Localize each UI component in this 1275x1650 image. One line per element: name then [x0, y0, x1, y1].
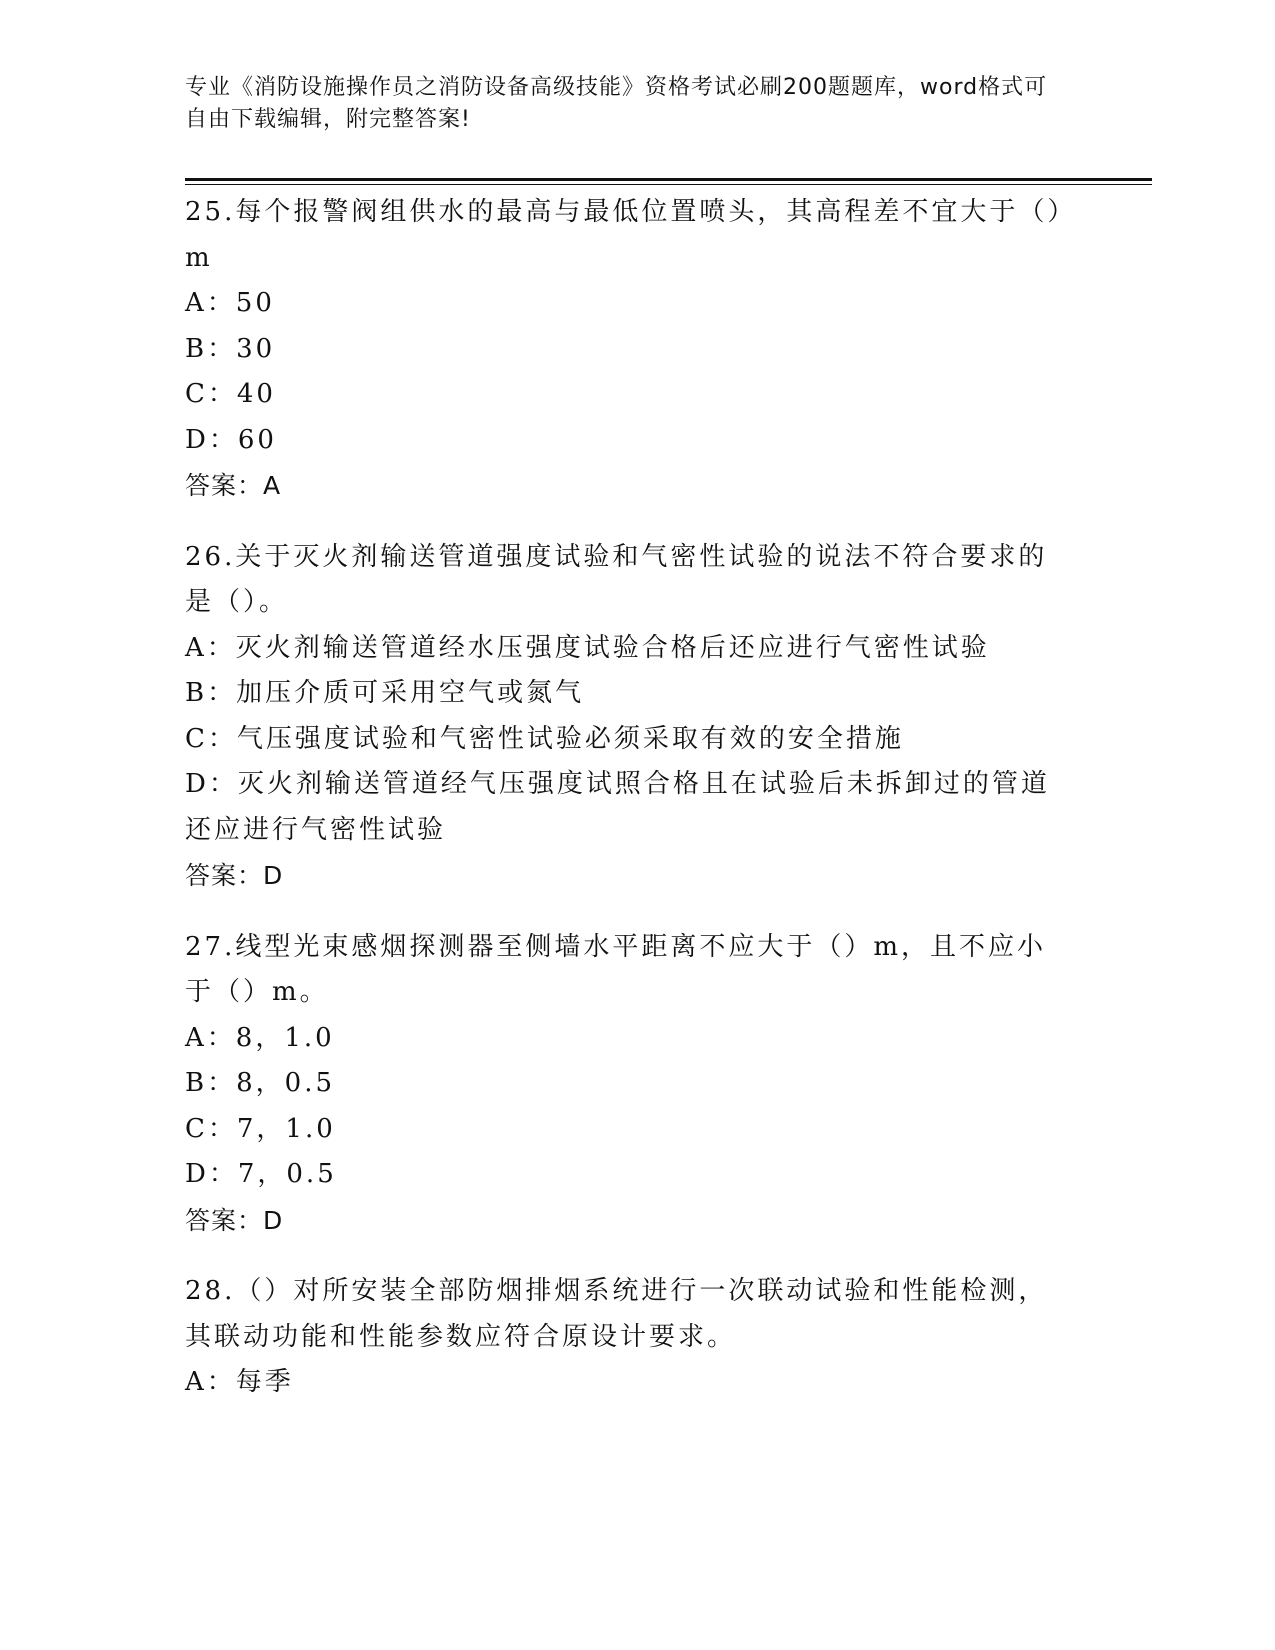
question-25: [185, 190, 1085, 509]
document-header: 专业《消防设施操作员之消防设备高级技能》资格考试必刷200题题库，word格式可自由下载编辑，附完整答案!: [185, 75, 1048, 132]
option-c: C：气压强度试验和气密性试验必须采取有效的安全措施: [185, 723, 904, 754]
option-a: A：灭火剂输送管道经水压强度试验合格后还应进行气密性试验: [185, 632, 990, 663]
option-c: C：40: [185, 379, 276, 409]
option-a: A：8，1.0: [185, 1022, 335, 1053]
option-c: C：7，1.0: [185, 1113, 336, 1144]
option-a: A：每季: [185, 1367, 294, 1397]
header-divider-thick: [185, 178, 1152, 181]
question-stem: 28.（）对所安装全部防烟排烟系统进行一次联动试验和性能检测，其联动功能和性能参数应符合原设计要求。: [185, 1276, 1048, 1352]
option-b: B：30: [185, 333, 276, 364]
question-26: [185, 535, 1085, 899]
option-d: D：7，0.5: [185, 1159, 337, 1189]
option-b: B：8，0.5: [185, 1068, 335, 1098]
question-27: [185, 925, 1085, 1244]
option-d: D：灭火剂输送管道经气压强度试照合格且在试验后未拆卸过的管道还应进行气密性试验: [185, 769, 1050, 845]
question-stem: 27.线型光束感烟探测器至侧墙水平距离不应大于（）m，且不应小于（）m。: [185, 931, 1047, 1007]
question-list: [185, 190, 1085, 1432]
option-a: A：50: [185, 288, 275, 318]
option-d: D：60: [185, 424, 277, 455]
header-divider-thin: [185, 184, 1152, 185]
answer-line: 答案：D: [185, 861, 284, 890]
question-stem: 25.每个报警阀组供水的最高与最低位置喷头，其高程差不宜大于（）m: [185, 197, 1064, 273]
answer-line: 答案：D: [185, 1205, 284, 1235]
question-28: [185, 1269, 1085, 1406]
answer-line: 答案：A: [185, 471, 282, 500]
question-stem: 26.关于灭火剂输送管道强度试验和气密性试验的说法不符合要求的是（）。: [185, 541, 1048, 617]
option-b: B：加压介质可采用空气或氮气: [185, 678, 585, 708]
